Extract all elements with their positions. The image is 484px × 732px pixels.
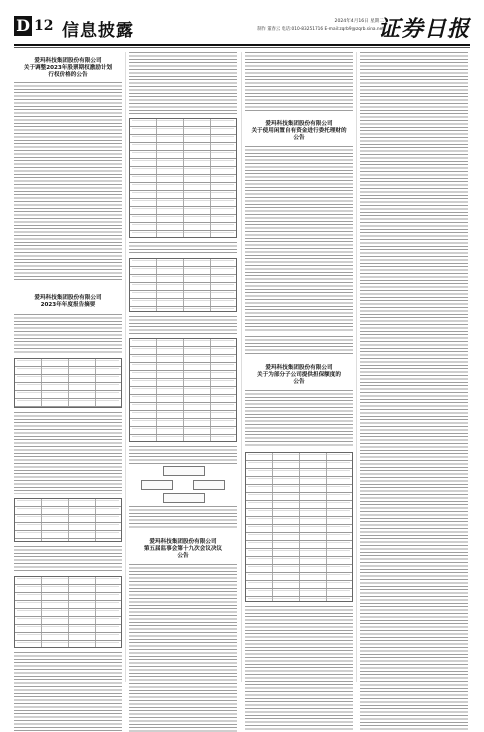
notice-body [129,564,237,732]
financial-table [14,498,122,542]
notice-body [245,390,353,448]
newspaper-logo: 证券日报 [377,16,470,42]
notice-body [129,52,237,114]
notice-body [245,336,353,356]
notice-body [14,314,122,354]
notice-body [129,446,237,464]
column-divider [241,52,242,682]
notice-body [14,546,122,572]
notice-body [129,242,237,254]
notice-body [14,652,122,732]
section-title: 信息披露 [62,21,134,41]
financial-table [14,358,122,408]
editor-credit: 制作 董春云 电话:010-83251716 E-mail:zqrb9@zqrb.sina.net [257,27,384,32]
header-rule [14,44,470,46]
notice-body [129,316,237,334]
issue-date: 2024年4月16日 星期二 [334,19,384,24]
financial-table [14,576,122,648]
notice-title: 爱玛科技集团股份有限公司 关于为部分子公司提供担保额度的 公告 [257,365,341,385]
shareholding-diagram [133,466,233,502]
section-letter: D [14,16,32,36]
notice-body [245,52,353,112]
financial-table [129,258,237,312]
guarantee-table [245,452,353,602]
financial-table [129,118,237,238]
column-divider [356,52,357,682]
financial-table [129,338,237,442]
notice-title: 爱玛科技集团股份有限公司 2023年年度报告摘要 [34,295,102,308]
page-number: 12 [34,18,54,34]
notice-title: 爱玛科技集团股份有限公司 关于调整2023年股票期权激励计划 行权价格的公告 [23,58,113,78]
header-rule-thin [14,47,470,48]
notice-body [14,412,122,494]
notice-body [245,146,353,332]
notice-body [14,82,122,280]
notice-body [245,606,353,732]
notice-body [129,506,237,530]
column-divider [125,52,126,682]
notice-title: 爱玛科技集团股份有限公司 第五届监事会第十九次会议决议 公告 [143,539,223,559]
notice-title: 爱玛科技集团股份有限公司 关于使用闲置自有资金进行委托理财的 公告 [251,121,347,141]
page-header [14,14,470,44]
notice-body [360,52,468,732]
